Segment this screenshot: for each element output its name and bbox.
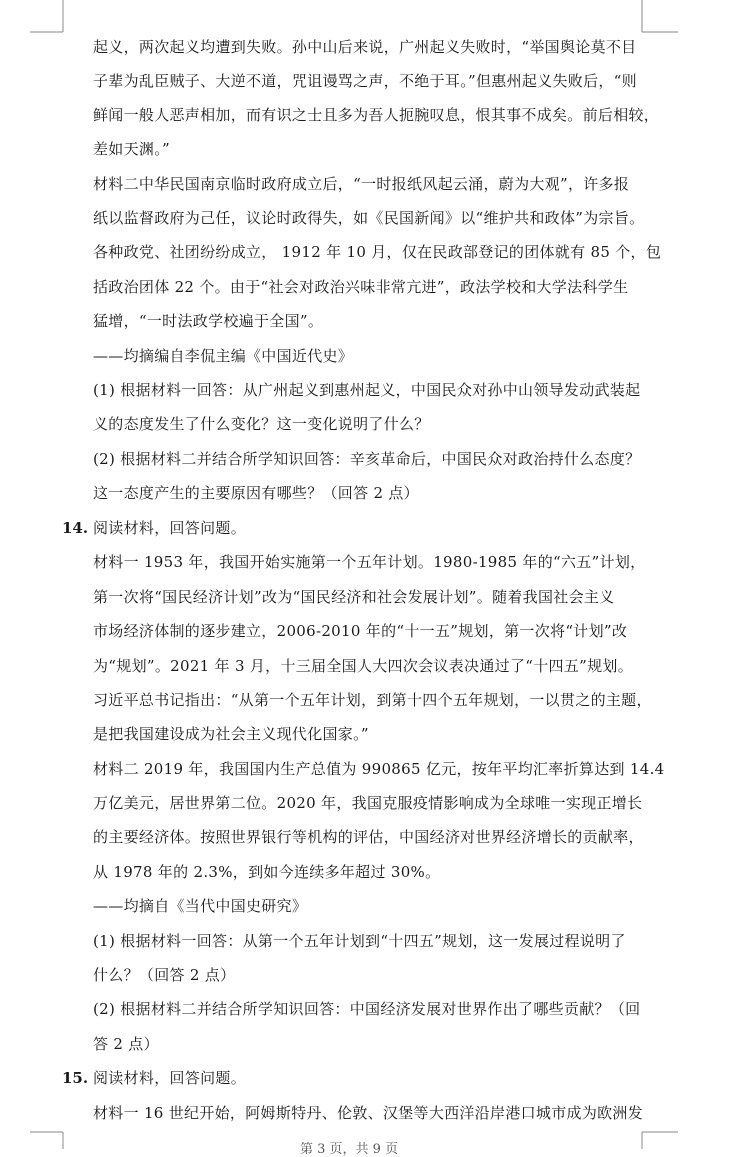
crop-mark-top-left [30, 0, 70, 34]
text-line: 为“规划”。2021 年 3 月，十三届全国人大四次会议表决通过了“十四五”规划。 [93, 657, 633, 675]
text-line: 从 1978 年的 2.3%，到如今连续多年超过 30%。 [93, 863, 441, 881]
text-line: 起义，两次起义均遭到失败。孙中山后来说，广州起义失败时，“举国舆论莫不目 [93, 38, 637, 56]
text-line: 习近平总书记指出：“从第一个五年计划，到第十四个五年规划，一以贯之的主题， [93, 691, 652, 709]
text-line: 材料二中华民国南京临时政府成立后，“一时报纸风起云涌，蔚为大观”，许多报 [93, 175, 630, 193]
question-text: 什么？（回答 2 点） [93, 966, 236, 984]
question-prompt: 阅读材料，回答问题。 [93, 519, 247, 537]
question-text: (2) 根据材料二并结合所学知识回答：辛亥革命后，中国民众对政治持什么态度？ [93, 450, 641, 468]
text-line: 材料一 16 世纪开始，阿姆斯特丹、伦敦、汉堡等大西洋沿岸港口城市成为欧洲发 [93, 1104, 644, 1122]
text-line: 差如天渊。” [93, 140, 170, 158]
text-line: 括政治团体 22 个。由于“社会对政治兴味非常亢进”，政法学校和大学法科学生 [93, 278, 629, 296]
text-line: 市场经济体制的逐步建立，2006-2010 年的“十一五”规划，第一次将“计划”改 [93, 622, 628, 640]
text-line: 的主要经济体。按照世界银行等机构的评估，中国经济对世界经济增长的贡献率， [93, 828, 644, 846]
question-number: 14. [62, 519, 89, 537]
crop-mark-bottom-right [640, 1124, 680, 1149]
question-prompt: 阅读材料，回答问题。 [93, 1069, 247, 1087]
source-citation: ——均摘自《当代中国史研究》 [93, 897, 308, 915]
source-citation: ——均摘编自李侃主编《中国近代史》 [93, 347, 354, 365]
question-text: (1) 根据材料一回答：从广州起义到惠州起义，中国民众对孙中山领导发动武装起 [93, 381, 641, 399]
question-text: 义的态度发生了什么变化？这一变化说明了什么？ [93, 415, 430, 433]
text-line: 是把我国建设成为社会主义现代化国家。” [93, 725, 369, 743]
text-line: 鲜闻一般人恶声相加，而有识之士且多为吾人扼腕叹息，恨其事不成矣。前后相较， [93, 106, 660, 124]
text-line: 材料一 1953 年，我国开始实施第一个五年计划。1980-1985 年的“六五”计划， [93, 553, 646, 571]
text-line: 第一次将“国民经济计划”改为“国民经济和社会发展计划”。随着我国社会主义 [93, 588, 615, 606]
page-footer: 第 3 页，共 9 页 [300, 1142, 399, 1157]
question-number: 15. [62, 1069, 89, 1087]
text-line: 猛增，“一时法政学校遍于全国”。 [93, 312, 324, 330]
text-line: 材料二 2019 年，我国国内生产总值为 990865 亿元，按年平均汇率折算达到 14.4 [93, 760, 665, 778]
question-text: (2) 根据材料二并结合所学知识回答：中国经济发展对世界作出了哪些贡献？（回 [93, 1000, 641, 1018]
question-text: 答 2 点） [93, 1035, 159, 1053]
question-text: (1) 根据材料一回答：从第一个五年计划到“十四五”规划，这一发展过程说明了 [93, 932, 626, 950]
text-line: 纸以监督政府为己任，议论时政得失，如《民国新闻》以“维护共和政体”为宗旨。 [93, 209, 645, 227]
crop-mark-bottom-left [30, 1124, 70, 1149]
text-line: 各种政党、社团纷纷成立， 1912 年 10 月，仅在民政部登记的团体就有 85 个，包 [93, 243, 662, 261]
crop-mark-top-right [640, 0, 680, 34]
text-line: 万亿美元，居世界第二位。2020 年，我国克服疫情影响成为全球唯一实现正增长 [93, 794, 643, 812]
question-text: 这一态度产生的主要原因有哪些？（回答 2 点） [93, 484, 419, 502]
text-line: 子辈为乱臣贼子、大逆不道，咒诅谩骂之声，不绝于耳。”但惠州起义失败后，“则 [93, 72, 637, 90]
